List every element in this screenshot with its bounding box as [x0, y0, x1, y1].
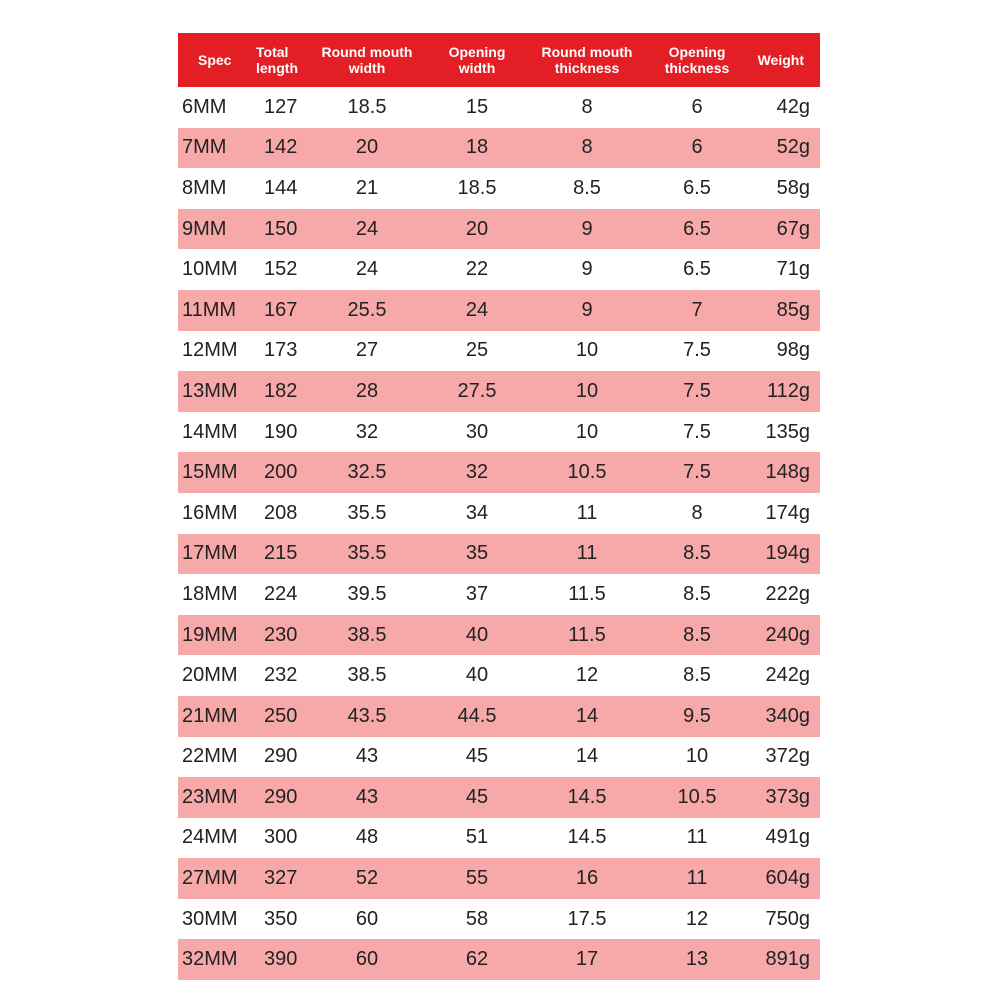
cell-opening-width: 25 [465, 339, 489, 362]
cell-round-mouth-width: 43 [355, 745, 379, 768]
cell-opening-width: 18.5 [457, 176, 497, 199]
cell-round-mouth-width: 24 [355, 258, 379, 281]
cell-total-length: 250 [264, 704, 298, 727]
cell-round-mouth-width: 35.5 [347, 542, 387, 565]
cell-total-length: 327 [264, 867, 298, 890]
cell-weight: 194g [765, 542, 810, 565]
table-row [178, 412, 820, 453]
cell-round-mouth-thickness: 11.5 [568, 582, 606, 605]
cell-opening-thickness: 8.5 [683, 664, 711, 687]
cell-spec: 11MM [182, 298, 237, 321]
cell-round-mouth-thickness: 12 [575, 664, 599, 687]
cell-total-length: 127 [264, 95, 298, 118]
spec-table [178, 33, 820, 980]
cell-opening-width: 20 [465, 217, 489, 240]
cell-weight: 52g [776, 136, 810, 159]
cell-opening-thickness: 7 [691, 298, 703, 321]
cell-opening-thickness: 10 [685, 745, 709, 768]
cell-total-length: 142 [264, 136, 298, 159]
cell-opening-width: 55 [465, 867, 489, 890]
cell-total-length: 232 [264, 664, 298, 687]
table-row [178, 371, 820, 412]
cell-weight: 174g [765, 501, 810, 524]
cell-round-mouth-width: 25.5 [347, 298, 387, 321]
table-row [178, 696, 820, 737]
cell-weight: 42g [776, 95, 810, 118]
cell-round-mouth-width: 24 [355, 217, 379, 240]
cell-opening-width: 62 [465, 948, 489, 971]
cell-spec: 18MM [182, 582, 238, 605]
cell-opening-width: 32 [465, 461, 489, 484]
cell-total-length: 167 [264, 298, 298, 321]
cell-round-mouth-thickness: 17.5 [567, 907, 607, 930]
cell-spec: 7MM [182, 136, 227, 159]
cell-opening-thickness: 7.5 [683, 339, 711, 362]
cell-opening-thickness: 7.5 [683, 379, 711, 402]
cell-weight: 85g [776, 298, 810, 321]
cell-round-mouth-thickness: 10 [575, 420, 599, 443]
table-row [178, 452, 820, 493]
cell-opening-thickness: 8.5 [683, 542, 711, 565]
cell-round-mouth-thickness: 8 [581, 136, 593, 159]
cell-spec: 17MM [182, 542, 238, 565]
cell-opening-thickness: 8.5 [683, 582, 711, 605]
cell-opening-thickness: 6.5 [683, 176, 711, 199]
cell-round-mouth-thickness: 16 [575, 867, 599, 890]
header-round-mouth-thickness: Round mouth thickness [541, 44, 633, 76]
table-row [178, 574, 820, 615]
cell-opening-width: 45 [465, 745, 489, 768]
cell-round-mouth-width: 21 [355, 176, 379, 199]
table-header [178, 33, 820, 87]
cell-weight: 135g [765, 420, 810, 443]
cell-spec: 27MM [182, 867, 238, 890]
cell-opening-thickness: 6 [691, 136, 703, 159]
cell-weight: 242g [765, 664, 810, 687]
cell-total-length: 144 [264, 176, 298, 199]
cell-opening-width: 24 [465, 298, 489, 321]
table-row [178, 87, 820, 128]
cell-spec: 23MM [182, 785, 238, 808]
cell-opening-thickness: 11 [686, 826, 708, 849]
cell-round-mouth-thickness: 17 [575, 948, 599, 971]
cell-spec: 24MM [182, 826, 238, 849]
cell-round-mouth-width: 43.5 [347, 704, 387, 727]
cell-round-mouth-thickness: 10 [575, 339, 599, 362]
cell-round-mouth-thickness: 9 [581, 258, 593, 281]
cell-total-length: 300 [264, 826, 298, 849]
cell-round-mouth-thickness: 9 [581, 298, 593, 321]
cell-spec: 9MM [182, 217, 227, 240]
cell-total-length: 200 [264, 461, 298, 484]
cell-round-mouth-width: 38.5 [347, 664, 387, 687]
cell-spec: 12MM [182, 339, 238, 362]
cell-round-mouth-width: 48 [355, 826, 379, 849]
cell-round-mouth-thickness: 14.5 [567, 785, 607, 808]
cell-opening-thickness: 6.5 [683, 217, 711, 240]
cell-opening-width: 22 [465, 258, 489, 281]
cell-weight: 372g [765, 745, 810, 768]
table-row [178, 168, 820, 209]
cell-opening-width: 35 [465, 542, 489, 565]
cell-total-length: 290 [264, 785, 298, 808]
cell-total-length: 208 [264, 501, 298, 524]
header-opening-width: Opening width [448, 44, 506, 76]
cell-total-length: 224 [264, 582, 298, 605]
cell-weight: 98g [776, 339, 810, 362]
cell-spec: 30MM [182, 907, 238, 930]
cell-total-length: 190 [264, 420, 298, 443]
cell-opening-width: 44.5 [457, 704, 497, 727]
cell-opening-thickness: 10.5 [677, 785, 717, 808]
cell-spec: 13MM [182, 379, 238, 402]
cell-round-mouth-thickness: 14 [575, 704, 599, 727]
cell-weight: 604g [765, 867, 810, 890]
cell-spec: 20MM [182, 664, 238, 687]
header-spec: Spec [198, 52, 232, 68]
cell-opening-thickness: 11 [686, 867, 708, 890]
cell-opening-thickness: 12 [685, 907, 709, 930]
cell-round-mouth-thickness: 8.5 [573, 176, 601, 199]
cell-opening-thickness: 7.5 [683, 420, 711, 443]
header-opening-thickness: Opening thickness [664, 44, 730, 76]
table-row [178, 290, 820, 331]
cell-weight: 222g [765, 582, 810, 605]
cell-total-length: 150 [264, 217, 298, 240]
table-row [178, 128, 820, 169]
cell-round-mouth-thickness: 10.5 [567, 461, 607, 484]
cell-opening-width: 40 [465, 623, 489, 646]
cell-round-mouth-thickness: 8 [581, 95, 593, 118]
table-row [178, 939, 820, 980]
table-body [178, 87, 820, 980]
cell-weight: 148g [765, 461, 810, 484]
cell-opening-width: 15 [465, 95, 489, 118]
cell-spec: 10MM [182, 258, 238, 281]
cell-round-mouth-thickness: 14.5 [567, 826, 607, 849]
cell-total-length: 290 [264, 745, 298, 768]
cell-opening-thickness: 6.5 [683, 258, 711, 281]
cell-total-length: 230 [264, 623, 298, 646]
cell-weight: 112g [766, 379, 810, 402]
cell-opening-width: 18 [465, 136, 489, 159]
cell-opening-thickness: 8 [691, 501, 703, 524]
cell-weight: 67g [776, 217, 810, 240]
cell-weight: 491g [765, 826, 810, 849]
cell-round-mouth-width: 32.5 [347, 461, 387, 484]
cell-total-length: 215 [264, 542, 298, 565]
cell-round-mouth-width: 27 [355, 339, 379, 362]
cell-weight: 373g [765, 785, 810, 808]
cell-round-mouth-width: 60 [355, 907, 379, 930]
cell-spec: 15MM [182, 461, 238, 484]
cell-weight: 71g [776, 258, 810, 281]
cell-total-length: 152 [264, 258, 298, 281]
cell-round-mouth-width: 18.5 [347, 95, 387, 118]
cell-round-mouth-width: 32 [355, 420, 379, 443]
table-row [178, 818, 820, 859]
cell-spec: 14MM [182, 420, 238, 443]
cell-weight: 340g [765, 704, 810, 727]
cell-round-mouth-width: 39.5 [347, 582, 387, 605]
table-row [178, 534, 820, 575]
cell-spec: 6MM [182, 95, 227, 118]
cell-round-mouth-thickness: 9 [581, 217, 593, 240]
table-row [178, 249, 820, 290]
cell-spec: 16MM [182, 501, 238, 524]
table-row [178, 899, 820, 940]
cell-round-mouth-thickness: 11 [576, 501, 598, 524]
table-row [178, 615, 820, 656]
cell-weight: 891g [765, 948, 810, 971]
header-total-length: Total length [256, 44, 298, 76]
cell-round-mouth-width: 38.5 [347, 623, 387, 646]
table-row [178, 655, 820, 696]
cell-opening-width: 37 [465, 582, 489, 605]
table-row [178, 777, 820, 818]
cell-round-mouth-width: 35.5 [347, 501, 387, 524]
cell-total-length: 390 [264, 948, 298, 971]
cell-opening-width: 51 [465, 826, 489, 849]
cell-total-length: 173 [264, 339, 298, 362]
cell-round-mouth-thickness: 14 [575, 745, 599, 768]
cell-spec: 21MM [182, 704, 238, 727]
cell-round-mouth-width: 20 [355, 136, 379, 159]
cell-round-mouth-width: 28 [355, 379, 379, 402]
header-round-mouth-width: Round mouth width [321, 44, 413, 76]
cell-spec: 32MM [182, 948, 238, 971]
cell-total-length: 350 [264, 907, 298, 930]
cell-weight: 750g [765, 907, 810, 930]
cell-opening-width: 27.5 [457, 379, 497, 402]
cell-weight: 58g [776, 176, 810, 199]
cell-opening-width: 34 [465, 501, 489, 524]
cell-opening-thickness: 7.5 [683, 461, 711, 484]
cell-opening-thickness: 9.5 [683, 704, 711, 727]
cell-opening-thickness: 13 [685, 948, 709, 971]
header-weight: Weight [757, 52, 804, 68]
cell-opening-width: 58 [465, 907, 489, 930]
table-row [178, 493, 820, 534]
cell-round-mouth-thickness: 10 [575, 379, 599, 402]
table-row [178, 331, 820, 372]
cell-spec: 19MM [182, 623, 238, 646]
cell-round-mouth-width: 52 [355, 867, 379, 890]
cell-round-mouth-thickness: 11 [576, 542, 598, 565]
table-row [178, 209, 820, 250]
cell-opening-width: 30 [465, 420, 489, 443]
cell-weight: 240g [765, 623, 810, 646]
cell-spec: 22MM [182, 745, 238, 768]
cell-total-length: 182 [264, 379, 298, 402]
cell-round-mouth-width: 60 [355, 948, 379, 971]
cell-spec: 8MM [182, 176, 227, 199]
cell-opening-thickness: 8.5 [683, 623, 711, 646]
cell-opening-thickness: 6 [691, 95, 703, 118]
cell-round-mouth-width: 43 [355, 785, 379, 808]
table-row [178, 737, 820, 778]
cell-round-mouth-thickness: 11.5 [568, 623, 606, 646]
table-row [178, 858, 820, 899]
cell-opening-width: 40 [465, 664, 489, 687]
cell-opening-width: 45 [465, 785, 489, 808]
